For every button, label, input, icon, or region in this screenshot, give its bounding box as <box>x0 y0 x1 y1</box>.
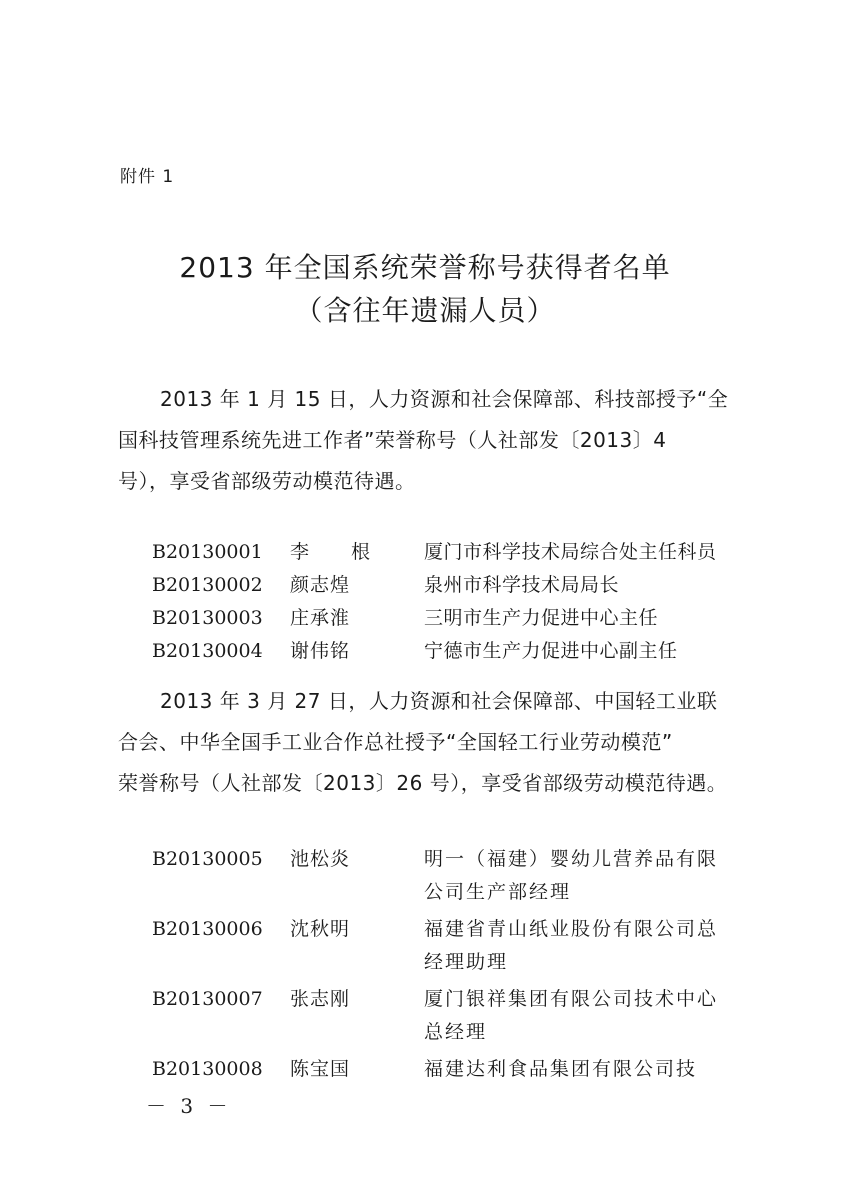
list-item <box>152 843 752 909</box>
paragraph-2 <box>118 681 738 804</box>
paragraph-2-line-2: 合会、中华全国手工业合作总社授予“全国轻工行业劳动模范” <box>118 730 673 754</box>
document-subtitle: （含往年遗漏人员） <box>294 294 556 327</box>
list-item <box>152 569 752 602</box>
honoree-position: 厦门银祥集团有限公司技术中心总经理 <box>424 988 719 1043</box>
list-item <box>152 1053 752 1086</box>
paragraph-1 <box>118 379 738 502</box>
honoree-position: 厦门市科学技术局综合处主任科员 <box>424 541 717 563</box>
honoree-position: 福建省青山纸业股份有限公司总经理助理 <box>424 918 719 973</box>
paragraph-1-line-2: 国科技管理系统先进工作者”荣誉称号（人社部发〔2013〕4 <box>118 428 667 452</box>
honoree-code: B20130005 <box>152 848 263 870</box>
list-item <box>152 983 752 1049</box>
document-title: 2013 年全国系统荣誉称号获得者名单 <box>179 251 671 284</box>
attachment-label: 附件 1 <box>120 167 175 187</box>
honoree-name: 沈秋明 <box>290 918 351 940</box>
list-item <box>152 635 752 668</box>
honoree-code: B20130008 <box>152 1058 263 1080</box>
honoree-name: 颜志煌 <box>290 574 351 596</box>
honoree-code: B20130004 <box>152 640 263 662</box>
page-number: － 3 － <box>146 1094 232 1118</box>
honoree-code: B20130007 <box>152 988 263 1010</box>
paragraph-2-line-3: 荣誉称号（人社部发〔2013〕26 号），享受省部级劳动模范待遇。 <box>118 771 728 795</box>
honoree-position: 明一（福建）婴幼儿营养品有限公司生产部经理 <box>424 848 719 903</box>
paragraph-1-line-1: 2013 年 1 月 15 日，人力资源和社会保障部、科技部授予“全 <box>160 387 729 411</box>
honoree-position: 福建达利食品集团有限公司技 <box>424 1058 698 1080</box>
honoree-name: 池松炎 <box>290 848 351 870</box>
list-item <box>152 602 752 635</box>
paragraph-2-line-1: 2013 年 3 月 27 日，人力资源和社会保障部、中国轻工业联 <box>160 689 718 713</box>
list-item <box>152 536 752 569</box>
list-item <box>152 913 752 979</box>
honoree-name: 陈宝国 <box>290 1058 351 1080</box>
paragraph-1-line-3: 号），享受省部级劳动模范待遇。 <box>118 469 416 493</box>
honoree-list-2 <box>152 843 752 1090</box>
honoree-code: B20130001 <box>152 541 263 563</box>
honoree-code: B20130006 <box>152 918 263 940</box>
honoree-list-1 <box>152 536 752 668</box>
honoree-name: 谢伟铭 <box>290 640 351 662</box>
honoree-code: B20130003 <box>152 607 263 629</box>
honoree-name: 张志刚 <box>290 988 351 1010</box>
honoree-name: 李 根 <box>290 541 389 563</box>
honoree-position: 宁德市生产力促进中心副主任 <box>424 640 678 662</box>
honoree-name: 庄承淮 <box>290 607 351 629</box>
honoree-position: 三明市生产力促进中心主任 <box>424 607 659 629</box>
honoree-position: 泉州市科学技术局局长 <box>424 574 620 596</box>
honoree-code: B20130002 <box>152 574 263 596</box>
